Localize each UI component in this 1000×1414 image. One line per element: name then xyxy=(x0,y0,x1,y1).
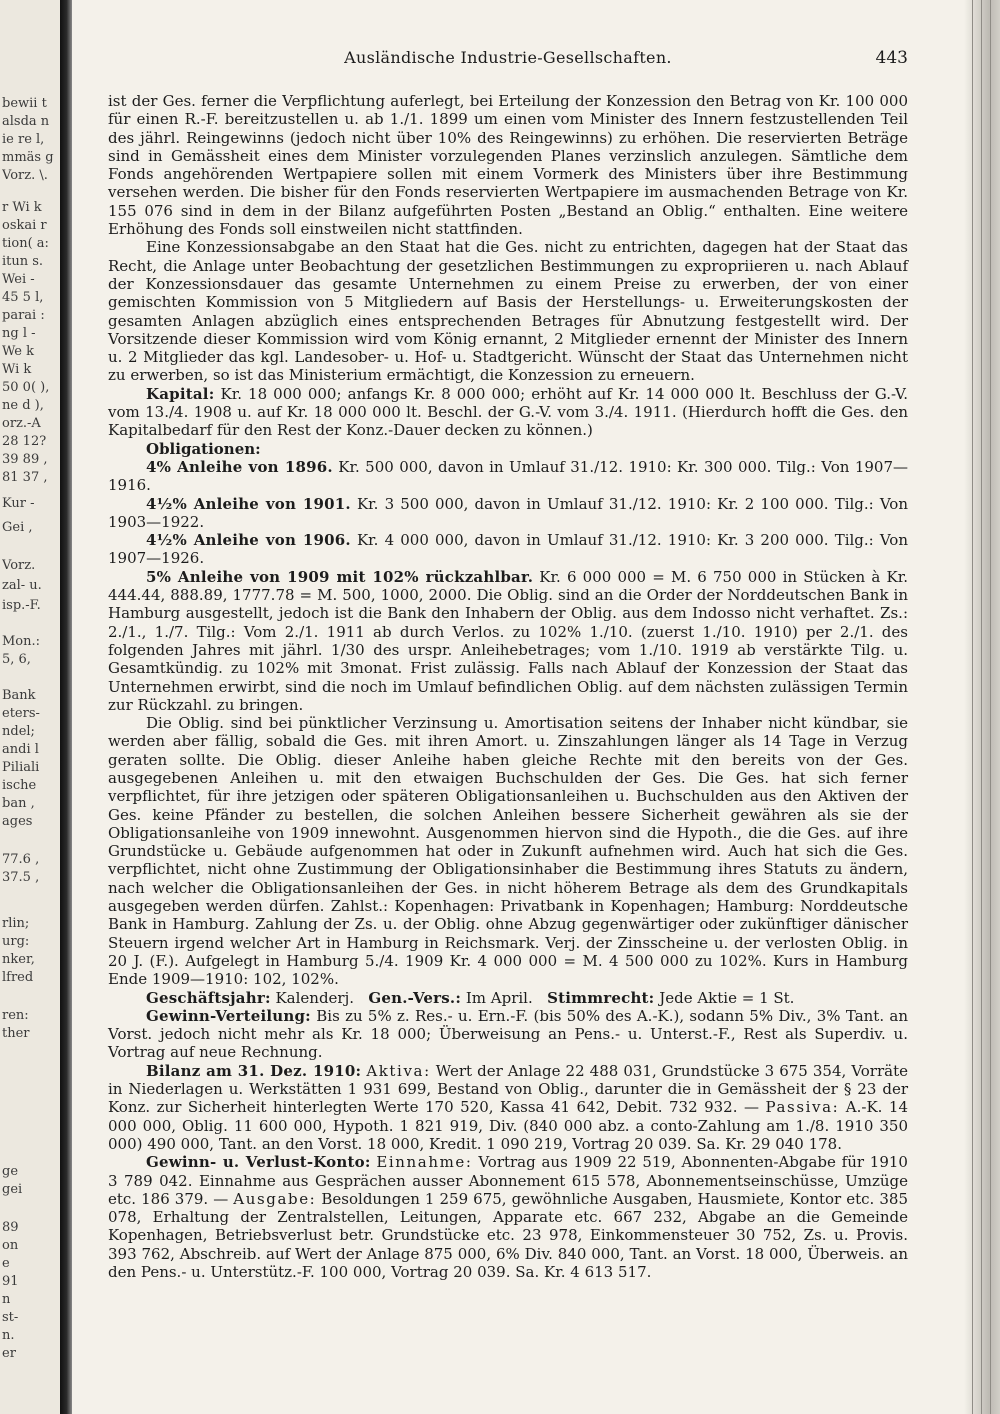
margin-fragment: Bank xyxy=(2,688,36,703)
margin-fragment: ne d ), xyxy=(2,398,44,413)
section-gewinn-verlust xyxy=(108,1153,908,1281)
margin-fragment: ban , xyxy=(2,796,35,811)
page-body xyxy=(108,92,908,1281)
gewinn-verteilung-label: Gewinn-Verteilung: xyxy=(146,1006,311,1025)
margin-fragment: Vorz. xyxy=(2,558,36,573)
anleihe-1906-label: 4½% Anleihe von 1906. xyxy=(146,531,351,550)
guv-ausgabe-text: Besoldungen 1 259 675, gewöhnliche Ausgaben, Hausmiete, Kontor etc. 385 078, Erhaltung der Zentralstellen, Leitungen, Apparate etc. 667 232, Abgabe an die Gemeinde Kopenhagen, Betriebsverlust betr. Grundstücke etc. 23 978, Einkommensteuer 30 752, Zs. u. Provis. 393 762, Abschreib. auf Wert der Anlage 875 000, 6% Div. 840 000, Tant. an Vorst. 18 000, Überweis. an den Pens.- u. Unterstütz.-F. 100 000, Vortrag 20 039. Sa. Kr. 4 613 517. xyxy=(108,1189,908,1281)
margin-fragment: Gei , xyxy=(2,520,33,535)
margin-fragment: ren: xyxy=(2,1008,29,1023)
margin-fragment: ages xyxy=(2,814,33,829)
book-spine-shadow xyxy=(60,0,72,1414)
margin-fragment: n xyxy=(2,1292,11,1307)
bilanz-passiva-text: A.-K. 14 000 000, Oblig. 11 600 000, Hypoth. 1 821 919, Div. (840 000 abz. a conto-Zahlung am 1./8. 1910 350 000) 490 000, Tant. an den Vorst. 18 000, Kredit. 1 090 219, Vortrag 20 039. Sa. Kr. 29 040 178. xyxy=(108,1098,908,1153)
paragraph-oblig-terms: Die Oblig. sind bei pünktlicher Verzinsung u. Amortisation seitens der Inhaber nicht kündbar, sie werden aber fällig, sobald die Ges. mit ihren Amort. u. Zinszahlungen länger als 14 Tage in Verzug geraten sollte. Die Oblig. dieser Anleihe haben gleiche Rechte mit den bereits von der Ges. ausgegebenen Anleihen u. mit den etwaigen Buchschulden der Ges. Die Ges. hat sich ferner verpflichtet, für ihre jetzigen oder späteren Obligationsanleihen u. Buchschulden aus den Aktiven der Ges. keine Pfänder zu bestellen, die solchen Anleihen bessere Sicherheit gewähren als sie der Obligationsanleihe von 1909 innewohnt. Ausgenommen hiervon sind die Hypoth., die die Ges. auf ihre Grundstücke u. Gebäude aufgenommen hat oder in Zukunft aufnehmen wird. Auch hat sich die Ges. verpflichtet, nicht ohne Zustimmung der Obligationsinhaber die Bestimmung ihres Statuts zu ändern, nach welcher die Obligationsanleihen der Ges. in nicht höherem Betrage als dem des Grundkapitals ausgegeben werden dürfen. Zahlst.: Kopenhagen: Privatbank in Kopenhagen; Hamburg: Norddeutsche Bank in Hamburg. Zahlung der Zs. u. der Oblig. ohne Abzug gegenwärtiger oder zukünftiger dänischer Steuern irgend welcher Art in Hamburg in Reichsmark. Verj. der Zinsscheine u. der verlosten Oblig. in 20 J. (F.). Aufgelegt in Hamburg 5./4. 1909 Kr. 4 000 000 = M. 4 500 000 zu 102%. Kurs in Hamburg Ende 1909—1910: 102, 102%. xyxy=(108,714,908,989)
section-anleihe-1896 xyxy=(108,458,908,495)
margin-fragment: mmäs g xyxy=(2,150,54,165)
section-anleihe-1909 xyxy=(108,568,908,714)
margin-fragment: on xyxy=(2,1238,19,1253)
margin-fragment: ndel; xyxy=(2,724,35,739)
margin-fragment: Kur - xyxy=(2,496,35,511)
margin-fragment: 28 12? xyxy=(2,434,47,449)
margin-fragment: zal- u. xyxy=(2,578,42,593)
anleihe-1901-label: 4½% Anleihe von 1901. xyxy=(146,494,351,513)
margin-fragment: 45 5 l, xyxy=(2,290,44,305)
margin-fragment: We k xyxy=(2,344,35,359)
anleihe-1909-label: 5% Anleihe von 1909 mit 102% rückzahlbar. xyxy=(146,567,534,586)
stimmrecht-text: Jede Aktie = 1 St. xyxy=(659,988,795,1007)
margin-fragment: nker, xyxy=(2,952,35,967)
margin-fragment: ther xyxy=(2,1026,30,1041)
anleihe-1901-text: Kr. 3 500 000, davon in Umlauf 31./12. 1910: Kr. 2 100 000. Tilg.: Von 1903—1922. xyxy=(108,494,908,531)
aktiva-word: Aktiva: xyxy=(366,1061,431,1080)
bilanz-label: Bilanz am 31. Dez. 1910: xyxy=(146,1061,362,1080)
obligationen-heading: Obligationen: xyxy=(146,439,261,458)
gen-vers-label: Gen.-Vers.: xyxy=(368,988,462,1007)
running-title: Ausländische Industrie-Gesellschaften. xyxy=(344,48,672,67)
paragraph-concession: Eine Konzessionsabgabe an den Staat hat die Ges. nicht zu entrichten, dagegen hat der Staat das Recht, die Anlage unter Beobachtung der gesetzlichen Bestimmungen zu expropriieren u. nach Ablauf der Konzessionsdauer das gesamte Unternehmen zu einem Preise zu erwerben, der von einer gemischten Kommission von 5 Mitgliedern auf Basis der Herstellungs- u. Erweiterungskosten der gesamten Anlagen abzüglich eines entsprechenden Betrages für Abnutzung festgestellt wird. Der Vorsitzende dieser Kommission wird vom König ernannt, 2 Mitglieder ernennt der Minister des Innern u. 2 Mitglieder das kgl. Landesober- u. Hof- u. Stadtgericht. Wünscht der Staat das Unternehmen nicht zu erwerben, so ist das Ministerium ermächtigt, die Konzession zu erneuern. xyxy=(108,238,908,385)
margin-fragment: er xyxy=(2,1346,16,1361)
margin-fragment: bewii t xyxy=(2,96,47,111)
gen-vers-text: Im April. xyxy=(465,988,533,1007)
geschaeftsjahr-label: Geschäftsjahr: xyxy=(146,988,271,1007)
margin-fragment: Wi k xyxy=(2,362,32,377)
page-number: 443 xyxy=(875,48,908,68)
geschaeftsjahr-text: Kalenderj. xyxy=(275,988,355,1007)
margin-fragment: Mon.: xyxy=(2,634,41,649)
margin-fragment: urg: xyxy=(2,934,30,949)
section-anleihe-1906 xyxy=(108,531,908,568)
margin-fragment: 89 xyxy=(2,1220,19,1235)
kapital-label: Kapital: xyxy=(146,384,215,403)
margin-fragment: ische xyxy=(2,778,37,793)
gewinn-verteilung-text: Bis zu 5% z. Res.- u. Ern.-F. (bis 50% des A.-K.), sodann 5% Div., 3% Tant. an Vorst. jedoch nicht mehr als Kr. 18 000; Überweisung an Pens.- u. Unterst.-F., Rest als Superdiv. u. Vortrag auf neue Rechnung. xyxy=(108,1006,908,1062)
margin-fragment: 77.6 , xyxy=(2,852,40,867)
anleihe-1896-label: 4% Anleihe von 1896. xyxy=(146,457,333,476)
margin-fragment: 37.5 , xyxy=(2,870,40,885)
margin-fragment: gei xyxy=(2,1182,23,1197)
margin-fragment: orz.-A xyxy=(2,416,41,431)
section-kapital xyxy=(108,385,908,440)
section-bilanz xyxy=(108,1062,908,1153)
paragraph-reserve-fund: ist der Ges. ferner die Verpflichtung auferlegt, bei Erteilung der Konzession den Betrag von Kr. 100 000 für einen R.-F. bereitzustellen u. ab 1./1. 1899 um einen vom Minister des Innern festzustellenden Teil des jährl. Reingewinns (jedoch nicht über 10% des Reingewinns) zu erhöhen. Die reservierten Beträge sind in Gemässheit eines dem Minister vorzulegenden Planes verzinslich anzulegen. Sämtliche dem Fonds angehörenden Wertpapiere sollen mit einem Vormerk des Ministers über ihre Bestimmung versehen werden. Die bisher für den Fonds reservierten Wertpapiere im ausmachenden Betrage von Kr. 155 076 sind in dem in der Bilanz aufgeführten Posten „Bestand an Oblig.“ enthalten. Eine weitere Erhöhung des Fonds soll einstweilen nicht stattfinden. xyxy=(108,92,908,239)
anleihe-1896-text: Kr. 500 000, davon in Umlauf 31./12. 1910: Kr. 300 000. Tilg.: Von 1907—1916. xyxy=(108,457,908,495)
stimmrecht-label: Stimmrecht: xyxy=(547,988,655,1007)
margin-fragment: eters- xyxy=(2,706,40,721)
margin-fragment: tion( a: xyxy=(2,236,49,251)
margin-fragment: alsda n xyxy=(2,114,50,129)
bilanz-aktiva-text: Wert der Anlage 22 488 031, Grundstücke 3 675 354, Vorräte in Niederlagen u. Werkstätten 1 931 699, Bestand von Oblig., darunter die in Gemässheit der § 23 der Konz. zur Sicherheit hinterlegten Werte 170 520, Kassa 41 642, Debit. 732 932. — xyxy=(108,1061,908,1117)
margin-fragment: oskai r xyxy=(2,218,47,233)
margin-fragment: ie re l, xyxy=(2,132,45,147)
margin-fragment: isp.-F. xyxy=(2,598,41,613)
margin-fragment: 5, 6, xyxy=(2,652,31,667)
margin-fragment: r Wi k xyxy=(2,200,42,215)
ausgabe-word: Ausgabe: xyxy=(233,1189,317,1208)
section-gewinn-verteilung xyxy=(108,1007,908,1062)
margin-fragment: parai : xyxy=(2,308,45,323)
guv-label: Gewinn- u. Verlust-Konto: xyxy=(146,1153,371,1172)
page-header xyxy=(108,48,908,72)
margin-fragment: ng l - xyxy=(2,326,36,341)
margin-fragment: n. xyxy=(2,1328,15,1343)
anleihe-1909-text: Kr. 6 000 000 = M. 6 750 000 in Stücken à Kr. 444.44, 888.89, 1777.78 = M. 500, 1000, 2000. Die Oblig. sind an die Order der Norddeutschen Bank in Hamburg ausgestellt, jedoch ist die Bank den Inhabern der Oblig. aus dem Indosso nicht verhaftet. Zs.: 2./1., 1./7. Tilg.: Vom 2./1. 1911 ab durch Verlos. zu 102% 1./10. (zuerst 1./10. 1910) per 2./1. des folgenden Jahres mit jährl. 1/30 des urspr. Anleihebetrages; vom 1./10. 1919 ab verstärkte Tilg. u. Gesamtkündig. zu 102% mit 3monat. Frist zulässig. Falls nach Ablauf der Konzession der Staat das Unternehmen erwirbt, sind die noch im Umlauf befindlichen Oblig. auf dem nächsten zulässigen Termin zur Rückzahl. zu bringen. xyxy=(108,567,908,714)
passiva-word: Passiva: xyxy=(765,1098,840,1117)
margin-fragment: 50 0( ), xyxy=(2,380,50,395)
margin-fragment: st- xyxy=(2,1310,19,1325)
margin-fragment: itun s. xyxy=(2,254,44,269)
margin-fragment: rlin; xyxy=(2,916,30,931)
margin-fragment: ge xyxy=(2,1164,19,1179)
section-anleihe-1901 xyxy=(108,495,908,532)
facing-page-margin xyxy=(0,0,62,1414)
margin-fragment: Wei - xyxy=(2,272,35,287)
margin-fragment: lfred xyxy=(2,970,34,985)
margin-fragment: 39 89 , xyxy=(2,452,48,467)
margin-fragment: Piliali xyxy=(2,760,40,775)
margin-fragment: e xyxy=(2,1256,10,1271)
margin-fragment: 91 xyxy=(2,1274,19,1289)
guv-einnahme-text: Vortrag aus 1909 22 519, Abonnenten-Abgabe für 1910 3 789 042. Einnahme aus Gesprächen ausser Abonnement 615 578, Abonnementseinschüsse, Umzüge etc. 186 379. — xyxy=(108,1153,908,1208)
einnahme-word: Einnahme: xyxy=(376,1153,473,1172)
page-edge xyxy=(964,0,1000,1414)
section-geschaeftsjahr xyxy=(108,989,908,1007)
margin-fragment: andi l xyxy=(2,742,39,757)
kapital-text: Kr. 18 000 000; anfangs Kr. 8 000 000; erhöht auf Kr. 14 000 000 lt. Beschluss der G.-V. vom 13./4. 1908 u. auf Kr. 18 000 000 lt. Beschl. der G.-V. vom 3./4. 1911. (Hierdurch hofft die Ges. den Kapitalbedarf für den Rest der Konz.-Dauer decken zu können.) xyxy=(108,384,908,440)
margin-fragment: Vorz. \. xyxy=(2,168,48,183)
margin-fragment: 81 37 , xyxy=(2,470,48,485)
anleihe-1906-text: Kr. 4 000 000, davon in Umlauf 31./12. 1910: Kr. 3 200 000. Tilg.: Von 1907—1926. xyxy=(108,531,908,568)
